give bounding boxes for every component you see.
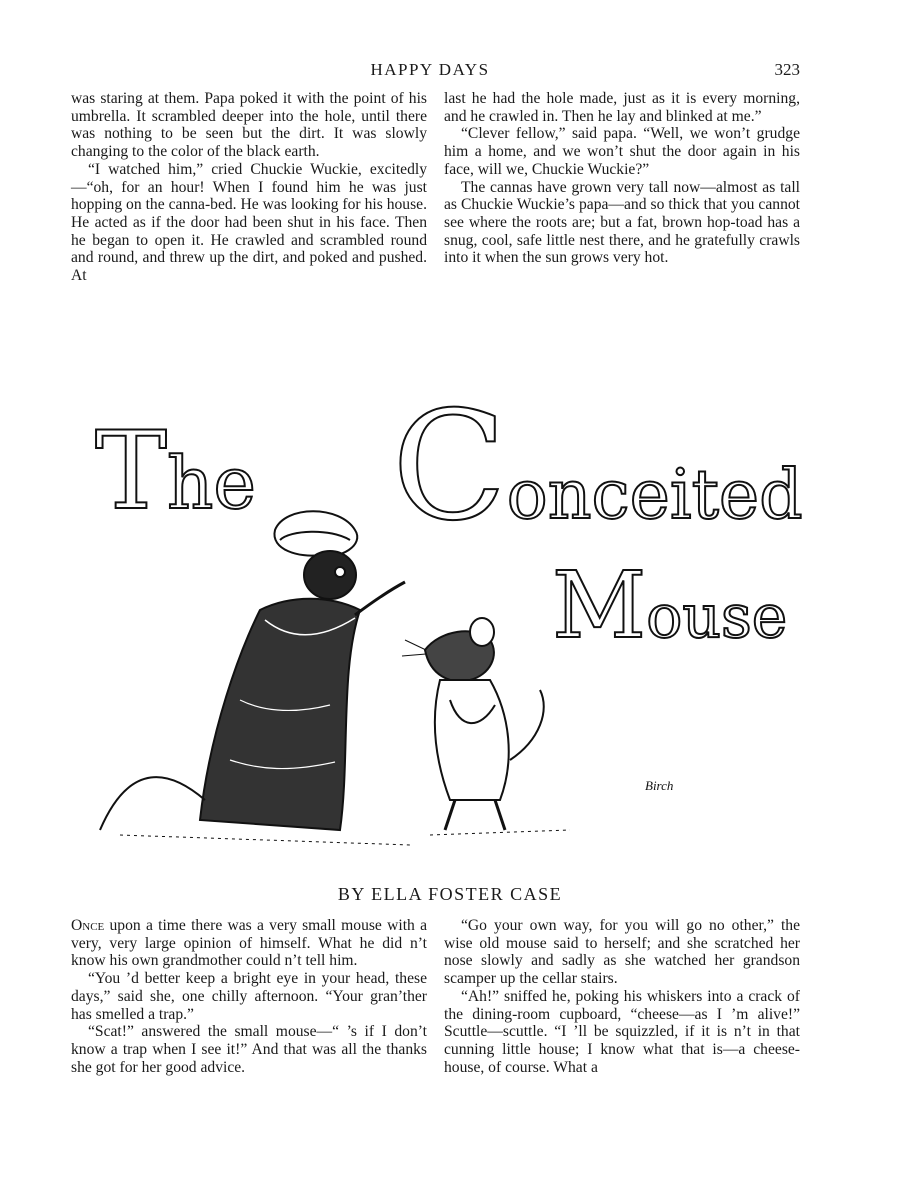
paragraph: “Ah!” sniffed he, poking his whiskers into a crack of the dining-room cupboard, “cheese—as I ’m alive!” Scuttle—scuttle. “I ’ll be squizzled, if it is n’t in that cunning little house; I know what that is—a cheese-house, of course. What a: [444, 987, 800, 1076]
title-initial: T: [95, 409, 168, 534]
paragraph: “Go your own way, for you will go no other,” the wise old mouse said to herself; and she scratched her nose slowly and sadly as she watched her grandson scamper up the cellar stairs.: [444, 917, 800, 988]
running-title: HAPPY DAYS: [370, 60, 490, 79]
paragraph: last he had the hole made, just as it is every morning, and he crawled in. Then he lay and blinked at me.”: [444, 90, 800, 125]
paragraph: [71, 917, 427, 970]
title-word-conceited: [392, 380, 803, 554]
title-initial: C: [392, 380, 507, 554]
title-word-the: [95, 409, 257, 534]
young-mouse: [402, 618, 570, 835]
title-initial: M: [552, 552, 647, 659]
top-right-column: [444, 90, 800, 267]
title-rest: he: [167, 441, 257, 525]
opening-word: Once: [71, 917, 105, 934]
top-left-column: [71, 90, 427, 285]
artist-signature: Birch: [645, 778, 674, 793]
paragraph: “Scat!” answered the small mouse—“ ’s if I don’t know a trap when I see it!” And that was all the thanks she got for her good advice.: [71, 1023, 427, 1076]
byline: BY ELLA FOSTER CASE: [337, 884, 563, 904]
paragraph: “You ’d better keep a bright eye in your head, these days,” said she, one chilly afternoon. “Your gran’ther has smelled a trap.”: [71, 970, 427, 1023]
grandmother-mouse: [100, 511, 410, 845]
title-word-mouse: [552, 552, 788, 659]
title-rest: onceited: [506, 456, 803, 535]
title-rest: ouse: [646, 582, 788, 652]
paragraph: The cannas have grown very tall now—almost as tall as Chuckie Wuckie’s papa—and so thick that you cannot see where the roots are; but a fat, brown hop-toad has a snug, cool, safe little nest there, and he gratefully crawls into it when the sun grows very hot.: [444, 178, 800, 267]
bottom-right-column: [444, 917, 800, 1076]
paragraph-text: upon a time there was a very small mouse with a very, very large opinion of himself. What he did n’t know his own grandmother could n’t tell him.: [71, 917, 427, 970]
paragraph: “Clever fellow,” said papa. “Well, we won’t grudge him a home, and we won’t shut the door again in his face, will we, Chuckie Wuckie?”: [444, 125, 800, 178]
page-number: 323: [774, 60, 800, 79]
bottom-left-column: [71, 917, 427, 1076]
paragraph: was staring at them. Papa poked it with the point of his umbrella. It scrambled deeper into the hole, until there was nothing to be seen but the dirt. It was slowly changing to the color of the black earth.: [71, 90, 427, 161]
paragraph: “I watched him,” cried Chuckie Wuckie, excitedly—“oh, for an hour! When I found him he was just hopping on the canna-bed. He was looking for his house. He acted as if the door had been shut in his face. Then he began to open it. He crawled and scrambled round and round, and threw up the dirt, and poked and pushed. At: [71, 160, 427, 285]
